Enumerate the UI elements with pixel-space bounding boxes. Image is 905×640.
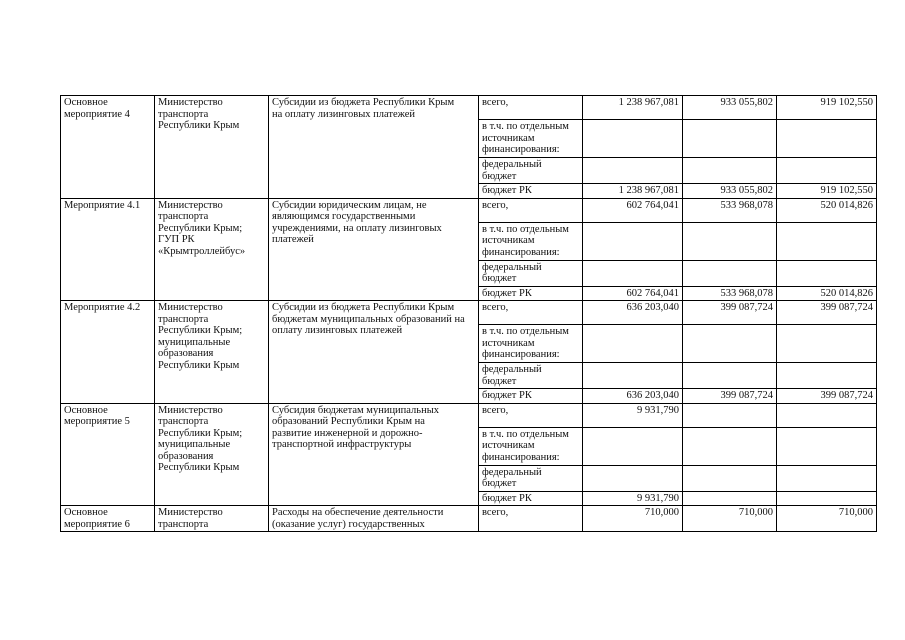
amount-cell-year-1 [583, 222, 683, 260]
amount-cell-year-1: 1 238 967,081 [583, 96, 683, 120]
amount-cell-year-1 [583, 260, 683, 286]
funding-source-cell: всего, [479, 506, 583, 532]
table-row [61, 301, 877, 325]
amount-cell-year-2 [683, 403, 777, 427]
event-cell: Основное мероприятие 4 [61, 96, 155, 199]
amount-cell-year-2 [683, 222, 777, 260]
table-body [61, 96, 877, 532]
table-row [61, 403, 877, 427]
table-row [61, 506, 877, 532]
amount-cell-year-3: 919 102,550 [777, 184, 877, 199]
amount-cell-year-2 [683, 427, 777, 465]
amount-cell-year-2: 710,000 [683, 506, 777, 532]
amount-cell-year-1: 1 238 967,081 [583, 184, 683, 199]
amount-cell-year-3 [777, 260, 877, 286]
amount-cell-year-3 [777, 120, 877, 158]
amount-cell-year-3 [777, 427, 877, 465]
amount-cell-year-1: 9 931,790 [583, 491, 683, 506]
executor-cell: Министерство транспорта Республики Крым; ГУП РК «Крымтроллейбус» [155, 198, 269, 301]
funding-source-cell: в т.ч. по отдельным источникам финансирования: [479, 120, 583, 158]
amount-cell-year-1: 9 931,790 [583, 403, 683, 427]
amount-cell-year-2: 533 968,078 [683, 286, 777, 301]
amount-cell-year-2: 399 087,724 [683, 301, 777, 325]
amount-cell-year-1 [583, 325, 683, 363]
funding-source-cell: федеральный бюджет [479, 363, 583, 389]
amount-cell-year-3 [777, 363, 877, 389]
amount-cell-year-2: 933 055,802 [683, 96, 777, 120]
amount-cell-year-2: 533 968,078 [683, 198, 777, 222]
amount-cell-year-3: 919 102,550 [777, 96, 877, 120]
table-row [61, 198, 877, 222]
event-cell: Основное мероприятие 5 [61, 403, 155, 506]
funding-source-cell: бюджет РК [479, 286, 583, 301]
funding-source-cell: бюджет РК [479, 389, 583, 404]
description-cell: Субсидии юридическим лицам, не являющимся государственными учреждениями, на оплату лизинговых платежей [269, 198, 479, 301]
amount-cell-year-3: 399 087,724 [777, 389, 877, 404]
amount-cell-year-2 [683, 325, 777, 363]
funding-source-cell: всего, [479, 96, 583, 120]
description-cell: Субсидия бюджетам муниципальных образований Республики Крым на развитие инженерной и дорожно- транспортной инфраструктуры [269, 403, 479, 506]
amount-cell-year-2: 399 087,724 [683, 389, 777, 404]
description-cell: Субсидии из бюджета Республики Крым на оплату лизинговых платежей [269, 96, 479, 199]
amount-cell-year-1: 636 203,040 [583, 301, 683, 325]
executor-cell: Министерство транспорта Республики Крым; муниципальные образования Республики Крым [155, 301, 269, 404]
amount-cell-year-3 [777, 465, 877, 491]
amount-cell-year-1: 602 764,041 [583, 198, 683, 222]
amount-cell-year-1 [583, 427, 683, 465]
amount-cell-year-1 [583, 120, 683, 158]
amount-cell-year-2 [683, 363, 777, 389]
funding-source-cell: бюджет РК [479, 491, 583, 506]
amount-cell-year-3 [777, 222, 877, 260]
amount-cell-year-1: 602 764,041 [583, 286, 683, 301]
amount-cell-year-3 [777, 491, 877, 506]
amount-cell-year-3: 399 087,724 [777, 301, 877, 325]
amount-cell-year-3 [777, 325, 877, 363]
funding-source-cell: федеральный бюджет [479, 158, 583, 184]
amount-cell-year-3 [777, 403, 877, 427]
amount-cell-year-2 [683, 120, 777, 158]
amount-cell-year-2 [683, 158, 777, 184]
funding-source-cell: федеральный бюджет [479, 465, 583, 491]
amount-cell-year-1 [583, 158, 683, 184]
executor-cell: Министерство транспорта [155, 506, 269, 532]
amount-cell-year-2: 933 055,802 [683, 184, 777, 199]
funding-source-cell: всего, [479, 301, 583, 325]
amount-cell-year-1 [583, 363, 683, 389]
funding-source-cell: в т.ч. по отдельным источникам финансирования: [479, 427, 583, 465]
funding-source-cell: бюджет РК [479, 184, 583, 199]
funding-source-cell: всего, [479, 403, 583, 427]
amount-cell-year-2 [683, 491, 777, 506]
funding-source-cell: в т.ч. по отдельным источникам финансирования: [479, 325, 583, 363]
budget-table [60, 95, 877, 532]
amount-cell-year-1: 710,000 [583, 506, 683, 532]
funding-source-cell: федеральный бюджет [479, 260, 583, 286]
amount-cell-year-3: 520 014,826 [777, 286, 877, 301]
event-cell: Мероприятие 4.2 [61, 301, 155, 404]
amount-cell-year-1 [583, 465, 683, 491]
amount-cell-year-3: 710,000 [777, 506, 877, 532]
amount-cell-year-1: 636 203,040 [583, 389, 683, 404]
description-cell: Субсидии из бюджета Республики Крым бюджетам муниципальных образований на оплату лизинговых платежей [269, 301, 479, 404]
amount-cell-year-2 [683, 260, 777, 286]
funding-source-cell: всего, [479, 198, 583, 222]
amount-cell-year-3: 520 014,826 [777, 198, 877, 222]
event-cell: Основное мероприятие 6 [61, 506, 155, 532]
amount-cell-year-3 [777, 158, 877, 184]
amount-cell-year-2 [683, 465, 777, 491]
funding-source-cell: в т.ч. по отдельным источникам финансирования: [479, 222, 583, 260]
description-cell: Расходы на обеспечение деятельности (оказание услуг) государственных [269, 506, 479, 532]
table-row [61, 96, 877, 120]
event-cell: Мероприятие 4.1 [61, 198, 155, 301]
executor-cell: Министерство транспорта Республики Крым; муниципальные образования Республики Крым [155, 403, 269, 506]
executor-cell: Министерство транспорта Республики Крым [155, 96, 269, 199]
